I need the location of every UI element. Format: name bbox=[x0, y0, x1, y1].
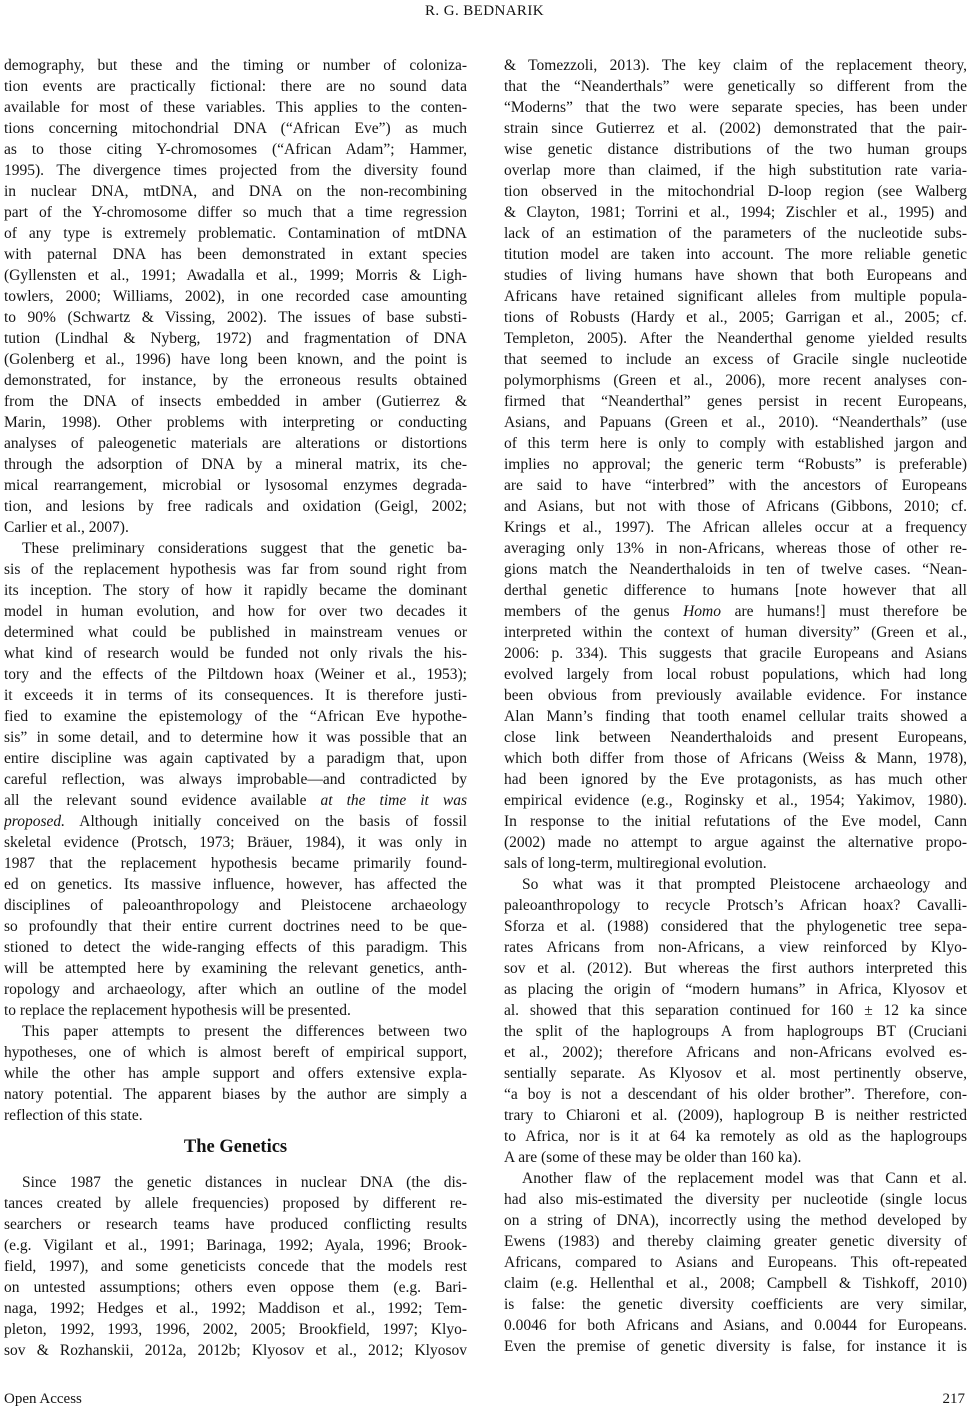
text-line: 1987 that the replacement hypothesis became primarily found- bbox=[4, 855, 467, 872]
text-line: towlers, 2000; Williams, 2002), in one recorded case amounting bbox=[4, 288, 467, 305]
left-column bbox=[4, 55, 467, 1361]
text-line: on a string of DNA), incorrectly using the method developed by bbox=[504, 1212, 967, 1229]
text-line: hypotheses, one of which is almost bereft of empirical support, bbox=[4, 1044, 467, 1061]
text-line: careful reflection, was always improbable—and contradicted by bbox=[4, 771, 467, 788]
text-line: Templeton, 2005). After the Neanderthal genome yielded results bbox=[504, 330, 967, 347]
text-line: & Tomezzoli, 2013). The key claim of the replacement theory, bbox=[504, 57, 967, 74]
text-line: evolved largely from local robust populations, which had long bbox=[504, 666, 967, 683]
page-footer bbox=[4, 1391, 965, 1408]
text-line bbox=[4, 811, 467, 832]
text-line: sis of the replacement hypothesis was far from sound right from bbox=[4, 561, 467, 578]
text-line: its inception. The story of how it rapidly became the dominant bbox=[4, 582, 467, 599]
text-line: are said to have “interbred” with the ancestors of Europeans bbox=[504, 477, 967, 494]
text-line: mical rearrangement, microbial or lysosomal enzymes degrada- bbox=[4, 477, 467, 494]
text-line: reflection of this state. bbox=[4, 1107, 143, 1124]
text-line: Another flaw of the replacement model was that Cann et al. bbox=[522, 1170, 967, 1187]
text-line: tion observed in the mitochondrial D-loop region (see Walberg bbox=[504, 183, 967, 200]
text-line: derthal genetic difference to humans [note however that all bbox=[504, 582, 967, 599]
text-line: Krings et al., 1997). The African alleles occur at a frequency bbox=[504, 519, 967, 536]
text-line: searchers or research teams have produced conflicting results bbox=[4, 1216, 467, 1233]
text-line: & Clayton, 1981; Torrini et al., 1994; Zischler et al., 1995) and bbox=[504, 204, 967, 221]
text-run: members of the genus bbox=[504, 603, 684, 620]
footer-journal-label: Open Access bbox=[4, 1391, 82, 1407]
text-line: of any type is extremely problematic. Contamination of mtDNA bbox=[4, 225, 467, 242]
text-line: tory and the effects of the Piltdown hoax (Weiner et al., 1953); bbox=[4, 666, 467, 683]
text-line: been obvious from previously available evidence. For instance bbox=[504, 687, 967, 704]
text-line: averaging only 13% in non-Africans, whereas those of other re- bbox=[504, 540, 967, 557]
running-head: R. G. BEDNARIK bbox=[425, 3, 544, 19]
text-line: as to those citing Y-chromosomes (“African Adam”; Hammer, bbox=[4, 141, 467, 158]
text-line: al. showed that this separation continued for 160 ± 12 ka since bbox=[504, 1002, 967, 1019]
text-line: which both differ from those of Africans (Weiss & Mann, 1978), bbox=[504, 750, 967, 767]
text-line: tions of Robusts (Hardy et al., 2005; Garrigan et al., 2005; cf. bbox=[504, 309, 967, 326]
text-line: determined what could be published in mainstream venues or bbox=[4, 624, 467, 641]
text-line: 1995). The divergence times projected from the diversity found bbox=[4, 162, 467, 179]
text-line: Carlier et al., 2007). bbox=[4, 519, 129, 536]
text-line: through the adsorption of DNA by a mineral matrix, its che- bbox=[4, 456, 467, 473]
text-line: implies no approval; the generic term “Robusts” is preferable) bbox=[504, 456, 967, 473]
text-line: naga, 1992; Hedges et al., 1992; Maddison et al., 1992; Tem- bbox=[4, 1300, 467, 1317]
text-line bbox=[504, 601, 967, 622]
text-line: Asians, and Papuans (Green et al., 2010). “Neanderthals” (use bbox=[504, 414, 967, 431]
text-line: so profoundly that their entire current doctrines need to be que- bbox=[4, 918, 467, 935]
text-line: Africans, compared to Asians and Europeans. This oft-repeated bbox=[504, 1254, 967, 1271]
text-run: are humans!] must therefore be bbox=[721, 603, 967, 620]
right-column bbox=[504, 55, 967, 1361]
text-line: claim (e.g. Hellenthal et al., 2008; Campbell & Tishkoff, 2010) bbox=[504, 1275, 967, 1292]
italic-text: proposed. bbox=[4, 813, 65, 830]
paragraph bbox=[4, 1172, 467, 1361]
text-line: that the “Neanderthals” were genetically so different from the bbox=[504, 78, 967, 95]
two-column-body bbox=[4, 55, 967, 1361]
text-line: from the DNA of insects embedded in amber (Gutierrez & bbox=[4, 393, 467, 410]
text-line: interpreted within the context of human diversity” (Green et al., bbox=[504, 624, 967, 641]
text-line: tion, and lesions by free radicals and oxidation (Geigl, 2002; bbox=[4, 498, 467, 515]
text-line: entire discipline was again captivated by a paradigm that, upon bbox=[4, 750, 467, 767]
text-line: (Gyllensten et al., 1991; Awadalla et al., 1999; Morris & Ligh- bbox=[4, 267, 467, 284]
text-line: paleoanthropology to recycle Protsch’s African hoax? Cavalli- bbox=[504, 897, 967, 914]
text-line: sentially separate. As Klyosov et al. most pertinently observe, bbox=[504, 1065, 967, 1082]
text-line: to Africa, nor is it at 64 ka remotely as old as the haplogroups bbox=[504, 1128, 967, 1145]
text-line: while the other has ample support and offers extensive expla- bbox=[4, 1065, 467, 1082]
text-line: studies of living humans have shown that both Europeans and bbox=[504, 267, 967, 284]
text-line: analyses of paleogenetic materials are alterations or distortions bbox=[4, 435, 467, 452]
text-line: had been ignored by the Eve protagonists, as has much other bbox=[504, 771, 967, 788]
text-line: it exceeds it in terms of its consequences. It is therefore justi- bbox=[4, 687, 467, 704]
text-line: fied to examine the epistemology of the “African Eve hypothe- bbox=[4, 708, 467, 725]
text-line: ed on genetics. Its massive influence, however, has affected the bbox=[4, 876, 467, 893]
text-line: Ewens (1983) and thereby claiming greater genetic diversity of bbox=[504, 1233, 967, 1250]
page-number: 217 bbox=[942, 1391, 965, 1407]
text-line: sov et al. (2012). But whereas the first authors interpreted this bbox=[504, 960, 967, 977]
text-line: rates Africans from non-Africans, a view reinforced by Klyo- bbox=[504, 939, 967, 956]
text-line: These preliminary considerations suggest that the genetic ba- bbox=[22, 540, 467, 557]
text-line: “a boy is not a descendant of his older brother”. Therefore, con- bbox=[504, 1086, 967, 1103]
text-line: in nuclear DNA, mtDNA, and DNA on the non-recombining bbox=[4, 183, 467, 200]
paragraph bbox=[4, 538, 467, 1021]
text-line: model in human evolution, and how for over two decades it bbox=[4, 603, 467, 620]
text-line: trary to Chiaroni et al. (2009), haplogroup B is neither restricted bbox=[504, 1107, 967, 1124]
text-line: Africans have retained significant alleles from multiple popula- bbox=[504, 288, 967, 305]
text-line: to 90% (Schwartz & Vissing, 2002). The issues of base substi- bbox=[4, 309, 467, 326]
text-line: had also mis-estimated the diversity per nucleotide (single locus bbox=[504, 1191, 967, 1208]
italic-text: Homo bbox=[683, 603, 721, 620]
text-line: will be attempted here by examining the relevant genetics, anth- bbox=[4, 960, 467, 977]
text-line: available for most of these variables. This applies to the conten- bbox=[4, 99, 467, 116]
text-line: polymorphisms (Green et al., 2006), more recent analyses con- bbox=[504, 372, 967, 389]
text-line: tances created by allele frequencies) proposed by different re- bbox=[4, 1195, 467, 1212]
text-line: wise genetic distance distributions of the two human groups bbox=[504, 141, 967, 158]
text-run: Although initially conceived on the basis of fossil bbox=[65, 813, 467, 830]
text-line bbox=[4, 790, 467, 811]
text-line: sov & Rozhanskii, 2012a, 2012b; Klyosov et al., 2012; Klyosov bbox=[4, 1342, 467, 1359]
italic-text: at the time it was bbox=[320, 792, 467, 809]
text-line: to replace the replacement hypothesis will be presented. bbox=[4, 1002, 351, 1019]
text-line: (2002) made no attempt to argue against the alternative propo- bbox=[504, 834, 967, 851]
text-line: disciplines of paleoanthropology and Pleistocene archaeology bbox=[4, 897, 467, 914]
text-line: tion events are practically fictional: there are no sound data bbox=[4, 78, 467, 95]
text-line: lack of an estimation of the parameters of the nucleotide subs- bbox=[504, 225, 967, 242]
text-line: 0.0046 for both Africans and Asians, and 0.0044 for Europeans. bbox=[504, 1317, 967, 1334]
text-line: is false: the genetic diversity coefficients are very similar, bbox=[504, 1296, 967, 1313]
text-line: as placing the origin of “modern humans” in Africa, Klyosov et bbox=[504, 981, 967, 998]
text-line: field, 1997), and some geneticists concede that the models rest bbox=[4, 1258, 467, 1275]
text-line: of this term here is only to comply with established jargon and bbox=[504, 435, 967, 452]
text-line: sals of long-term, multiregional evolution. bbox=[504, 855, 767, 872]
paragraph bbox=[4, 55, 467, 538]
text-line: titution model are taken into account. The more reliable genetic bbox=[504, 246, 967, 263]
text-line: ropology and archaeology, after which an outline of the model bbox=[4, 981, 467, 998]
text-line: part of the Y-chromosome differ so much that a time regression bbox=[4, 204, 467, 221]
text-run: all the relevant sound evidence available bbox=[4, 792, 321, 809]
text-line: gions match the Neanderthaloids in ten of twelve cases. “Nean- bbox=[504, 561, 967, 578]
text-line: skeletal evidence (Protsch, 1973; Bräuer, 1984), it was only in bbox=[4, 834, 467, 851]
text-line: demography, but these and the timing or number of coloniza- bbox=[4, 57, 467, 74]
text-line: tution (Lindhal & Nyberg, 1972) and fragmentation of DNA bbox=[4, 330, 467, 347]
paragraph bbox=[504, 55, 967, 874]
text-line: 2006: p. 334). This suggests that gracile Europeans and Asians bbox=[504, 645, 967, 662]
text-line: tions concerning mitochondrial DNA (“African Eve”) as much bbox=[4, 120, 467, 137]
text-line: Alan Mann’s finding that tooth enamel cellular traits showed a bbox=[504, 708, 967, 725]
text-line: “Moderns” that the two were separate species, has been under bbox=[504, 99, 967, 116]
text-line: that seemed to include an excess of Gracile single nucleotide bbox=[504, 351, 967, 368]
text-line: stioned to detect the wide-ranging effects of this paradigm. This bbox=[4, 939, 467, 956]
text-line: overlap more than claimed, if the high substitution rate varia- bbox=[504, 162, 967, 179]
text-line: et al., 2002); therefore Africans and non-Africans evolved es- bbox=[504, 1044, 967, 1061]
text-line: Sforza et al. (1988) considered that the phylogenetic tree sepa- bbox=[504, 918, 967, 935]
text-line: Since 1987 the genetic distances in nuclear DNA (the dis- bbox=[22, 1174, 467, 1191]
text-line: sis” in some detail, and to determine how it was possible that an bbox=[4, 729, 467, 746]
text-line: (e.g. Vigilant et al., 1991; Barinaga, 1992; Ayala, 1996; Brook- bbox=[4, 1237, 467, 1254]
text-line: (Golenberg et al., 1996) have long been known, and the point is bbox=[4, 351, 467, 368]
text-line: Even the premise of genetic diversity is false, for instance it is bbox=[504, 1338, 967, 1355]
text-line: the split of the haplogroups A from haplogroups BT (Cruciani bbox=[504, 1023, 967, 1040]
paragraph bbox=[504, 1168, 967, 1357]
text-line: what kind of research would be funded not only rivals the his- bbox=[4, 645, 467, 662]
text-line: pleton, 1992, 1993, 1996, 2002, 2005; Brookfield, 1997; Klyo- bbox=[4, 1321, 467, 1338]
text-line: So what was it that prompted Pleistocene archaeology and bbox=[522, 876, 967, 893]
text-line: strain since Gutierrez et al. (2002) demonstrated that the pair- bbox=[504, 120, 967, 137]
text-line: Marin, 1998). Other problems with interpreting or conducting bbox=[4, 414, 467, 431]
paragraph bbox=[4, 1021, 467, 1126]
text-line: empirical evidence (e.g., Roginsky et al., 1954; Yakimov, 1980). bbox=[504, 792, 967, 809]
text-line: and Asians, but not with those of Africans (Gibbons, 2010; cf. bbox=[504, 498, 967, 515]
text-line: In response to the initial refutations of the Eve model, Cann bbox=[504, 813, 967, 830]
text-line: close link between Neanderthaloids and present Europeans, bbox=[504, 729, 967, 746]
text-line: demonstrated, for instance, by the erroneous results obtained bbox=[4, 372, 467, 389]
text-line: with paternal DNA has been demonstrated in extant species bbox=[4, 246, 467, 263]
text-line: natory potential. The apparent biases by the author are simply a bbox=[4, 1086, 467, 1103]
paragraph bbox=[504, 874, 967, 1168]
text-line: This paper attempts to present the differences between two bbox=[22, 1023, 467, 1040]
text-line: A are (some of these may be older than 160 ka). bbox=[504, 1149, 802, 1166]
text-line: on untested assumptions; others even oppose them (e.g. Bari- bbox=[4, 1279, 467, 1296]
text-line: firmed that “Neanderthal” genes persist in recent Europeans, bbox=[504, 393, 967, 410]
section-heading: The Genetics bbox=[183, 1137, 288, 1157]
